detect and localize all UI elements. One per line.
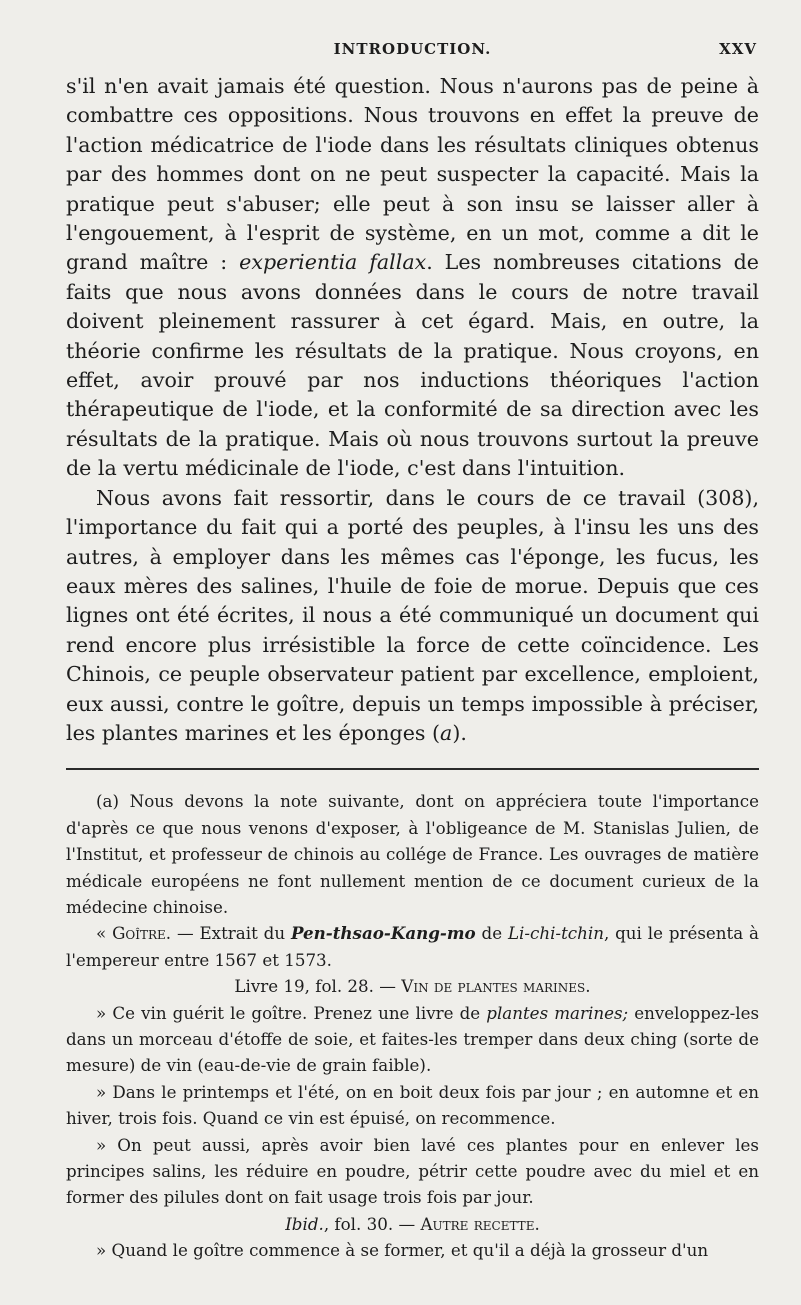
running-title: INTRODUCTION. — [333, 40, 492, 58]
book-title: Pen-thsao-Kang-mo — [290, 923, 476, 944]
footnote-paragraph-3: » Ce vin guérit le goître. Prenez une livre de plantes marines; enveloppez-les dans un morceau d'étoffe de soie, et faites-les tremper dans deux ching (sorte de mesure) de vin (eau-de-vie de grain faible). — [66, 1002, 760, 1076]
footnote-paragraph-5: » On peut aussi, après avoir bien lavé ces plantes pour en enlever les principes salins, les réduire en poudre, pétrir cette poudre avec du miel et en former des pilules dont on fait usage trois fois par jour. — [66, 1134, 759, 1208]
running-header — [66, 34, 759, 72]
paragraph-1: s'il n'en avait jamais été question. Nous n'aurons pas de peine à combattre ces oppositions. Nous trouvons en effet la preuve de l'action médicatrice de l'iode dans les résultats cliniques obtenus par des hommes dont on ne peut suspecter la capacité. Mais la pratique peut s'abuser; elle peut à son insu se laisser aller à l'engouement, à l'esprit de système, en un mot, comme a dit le grand maître : experientia fallax. Les nombreuses citations de faits que nous avons données dans le cours de notre travail doivent pleinement rassurer à cet égard. Mais, en outre, la théorie confirme les résultats de la pratique. Nous croyons, en effet, avoir prouvé par nos inductions théoriques l'action thérapeutique de l'iode, et la conformité de sa direction avec les résultats de la pratique. Mais où nous trouvons surtout la preuve de la vertu médicinale de l'iode, c'est dans l'intuition. — [66, 74, 759, 481]
footnote-paragraph-2: « Goître. — Extrait du Pen-thsao-Kang-mo de Li-chi-tchin, qui le présenta à l'empereur entre 1567 et 1573. — [66, 923, 760, 970]
footnote-paragraph-4: » Dans le printemps et l'été, on en boit deux fois par jour ; en automne et en hiver, trois fois. Quand ce vin est épuisé, on recommence. — [66, 1081, 759, 1129]
footnote-ref: a — [440, 720, 453, 745]
footnote-heading-2: Ibid., fol. 30. — Autre recette. — [285, 1213, 540, 1234]
footnote-divider — [66, 768, 759, 770]
page-number: XXV — [719, 40, 757, 58]
author-name: Li-chi-tchin — [507, 923, 604, 944]
paragraph-2: Nous avons fait ressortir, dans le cours de ce travail (308), l'importance du fait qui a porté des peuples, à l'insu les uns des autres, à employer dans les mêmes cas l'éponge, les fucus, les eaux mères des salines, l'huile de foie de morue. Depuis que ces lignes ont été écrites, il nous a été communiqué un document qui rend encore plus irrésistible la force de cette coïncidence. Les Chinois, ce peuple observateur patient par excellence, emploient, eux aussi, contre le goître, depuis un temps impossible à préciser, les plantes marines et les éponges (a). — [66, 485, 759, 745]
footnote-paragraph-1: (a) Nous devons la note suivante, dont on appréciera toute l'importance d'après ce que nous venons d'exposer, à l'obligeance de M. Stanislas Julien, de l'Institut, et professeur de chinois au collége de France. Les ouvrages de matière médicale européens ne font nullement mention de ce document curieux de la médecine chinoise. — [66, 791, 759, 917]
footnote-paragraph-6: » Quand le goître commence à se former, et qu'il a déjà la grosseur d'un — [96, 1240, 709, 1261]
main-text — [66, 72, 759, 748]
footnote — [66, 788, 759, 1263]
latin-quote: experientia fallax — [239, 250, 427, 275]
footnote-heading-1: Livre 19, fol. 28. — Vin de plantes marines. — [234, 976, 591, 997]
